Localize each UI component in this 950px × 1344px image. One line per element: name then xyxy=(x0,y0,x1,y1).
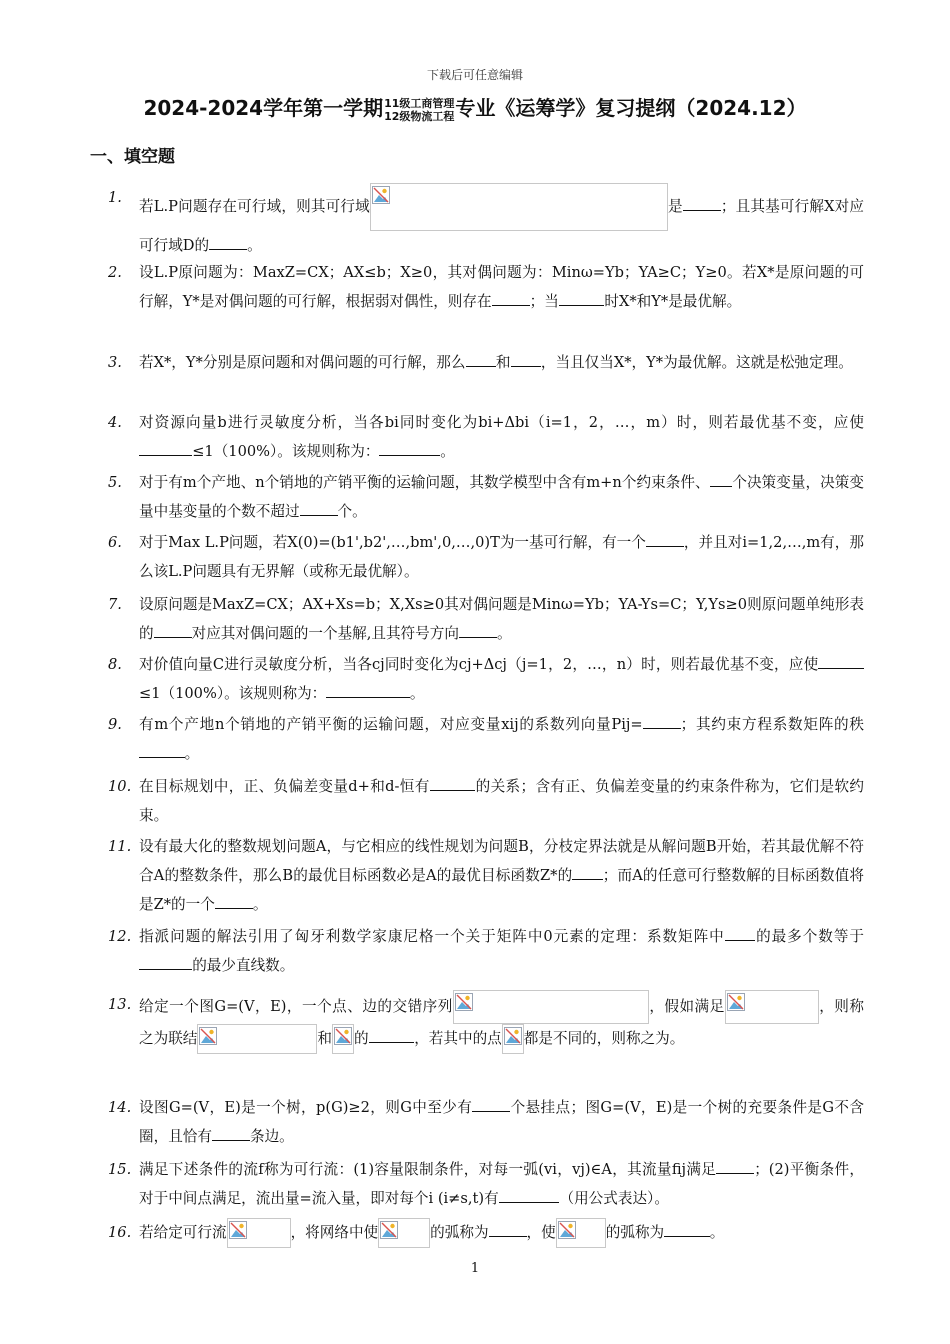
title-prefix: 2024-2024学年第一学期 xyxy=(143,96,384,120)
answer-blank xyxy=(710,470,733,487)
answer-blank xyxy=(499,1186,560,1203)
question-text: 设图G=(V，E)是一个树，p(G)≥2，则G中至少有 个悬挂点；图G=(V，E)是一个树的充要条件是G不含圈，且恰有 条边。 xyxy=(139,1093,864,1151)
question-number: 3. xyxy=(108,354,122,371)
question-text: 设原问题是MaxZ=CX；AX+Xs=b；X,Xs≥0其对偶问题是Minω=Yb；YA-Ys=C；Y,Ys≥0则原问题单纯形表的 对应其对偶问题的一个基解,且其符号方向 。 xyxy=(139,596,864,642)
answer-blank xyxy=(215,892,253,909)
question-number: 9. xyxy=(108,716,122,733)
question-number: 8. xyxy=(108,656,122,673)
question-number: 1. xyxy=(108,189,122,206)
question-text: 给定一个图G=(V，E)，一个点、边的交错序列 ，假如满足 ，则称之为联结 和 的 ，若其中的点 都是不同的，则称之为。 xyxy=(139,990,864,1054)
missing-image-placeholder xyxy=(227,1218,291,1248)
question-number: 11. xyxy=(108,838,132,855)
answer-blank xyxy=(492,289,530,306)
question-number: 13. xyxy=(108,996,132,1013)
missing-image-placeholder xyxy=(502,1024,524,1054)
answer-blank xyxy=(139,741,185,758)
page-number: 1 xyxy=(470,1261,480,1276)
question-item xyxy=(108,772,864,830)
question-item xyxy=(108,528,864,586)
question-text: 设有最大化的整数规划问题A，与它相应的线性规划为问题B，分枝定界法就是从解问题B开始，若其最优解不符合A的整数条件，那么B的最优目标函数必是A的最优目标函数Z*的 ；而A的任意可行整数解的目标函数值将是Z*的一个 。 xyxy=(139,838,864,913)
answer-blank xyxy=(300,499,338,516)
title-suffix: 专业《运筹学》复习提纲（2024.12） xyxy=(455,96,807,120)
question-item xyxy=(108,832,864,919)
answer-blank xyxy=(489,1220,527,1237)
broken-image-icon xyxy=(558,1220,576,1238)
answer-blank xyxy=(664,1220,710,1237)
missing-image-placeholder xyxy=(332,1024,354,1054)
download-note: 下载后可任意编辑 xyxy=(426,68,523,82)
answer-blank xyxy=(818,652,864,669)
question-item xyxy=(108,650,864,708)
question-number: 14. xyxy=(108,1099,132,1116)
answer-blank xyxy=(643,712,681,729)
question-item xyxy=(108,183,864,260)
question-number: 4. xyxy=(108,414,122,431)
title-major-1: 11级工商管理 xyxy=(384,96,455,110)
missing-image-placeholder xyxy=(370,183,668,231)
broken-image-icon xyxy=(455,992,473,1010)
broken-image-icon xyxy=(727,992,745,1010)
question-text: 对于Max L.P问题，若X(0)=(b1',b2',…,bm',0,…,0)T为一基可行解，有一个 ，并且对i=1,2,…,m有，那么该L.P问题具有无界解（或称无最优解）。 xyxy=(139,528,864,586)
broken-image-icon xyxy=(229,1220,247,1238)
question-item xyxy=(108,922,864,980)
answer-blank xyxy=(212,1124,250,1141)
question-item xyxy=(108,710,864,768)
missing-image-placeholder xyxy=(556,1218,606,1248)
question-text: 满足下述条件的流f称为可行流：(1)容量限制条件，对每一弧(vi，vj)∈A，其流量fij满足 ；(2)平衡条件，对于中间点满足，流出量=流入量，即对每个i (i≠s,t)有 （用公式表达）。 xyxy=(139,1155,864,1213)
question-item xyxy=(108,468,864,526)
broken-image-icon xyxy=(504,1026,522,1044)
missing-image-placeholder xyxy=(725,990,819,1024)
answer-blank xyxy=(154,621,192,638)
answer-blank xyxy=(209,233,247,250)
question-item xyxy=(108,408,864,466)
question-item xyxy=(108,1155,864,1213)
answer-blank xyxy=(572,863,602,880)
answer-blank xyxy=(139,953,192,970)
question-item xyxy=(108,258,864,316)
missing-image-placeholder xyxy=(197,1024,317,1054)
question-number: 16. xyxy=(108,1224,132,1241)
question-number: 7. xyxy=(108,596,122,613)
question-number: 2. xyxy=(108,264,122,281)
answer-blank xyxy=(725,924,755,941)
question-text: 对价值向量C进行灵敏度分析，当各cj同时变化为cj+Δcj（j=1，2，…，n）时，则若最优基不变，应使≤1（100%）。该规则称为： 。 xyxy=(139,650,864,708)
question-text: 若X*，Y*分别是原问题和对偶问题的可行解，那么 和 ，当且仅当X*，Y*为最优解。这就是松弛定理。 xyxy=(139,348,864,377)
answer-blank xyxy=(139,439,192,456)
document-title xyxy=(0,93,950,123)
answer-blank xyxy=(683,194,721,211)
question-text: 对资源向量b进行灵敏度分析，当各bi同时变化为bi+Δbi（i=1，2，…，m）时，则若最优基不变，应使≤1（100%）。该规则称为： 。 xyxy=(139,414,864,460)
question-number: 5. xyxy=(108,474,122,491)
answer-blank xyxy=(379,439,440,456)
question-item xyxy=(108,348,864,377)
answer-blank xyxy=(326,681,410,698)
answer-blank xyxy=(716,1157,754,1174)
question-text: 对于有m个产地、n个销地的产销平衡的运输问题，其数学模型中含有m+n个约束条件、 个决策变量，决策变量中基变量的个数不超过 个。 xyxy=(139,468,864,526)
answer-blank xyxy=(466,350,496,367)
answer-blank xyxy=(559,289,605,306)
question-number: 10. xyxy=(108,778,132,795)
question-number: 6. xyxy=(108,534,122,551)
question-item xyxy=(108,990,864,1054)
broken-image-icon xyxy=(372,185,390,203)
title-majors xyxy=(384,97,454,123)
section-heading: 一、填空题 xyxy=(90,147,175,167)
broken-image-icon xyxy=(380,1220,398,1238)
question-item xyxy=(108,1218,864,1248)
answer-blank xyxy=(369,1026,415,1043)
question-text: 在目标规划中，正、负偏差变量d+和d-恒有 的关系；含有正、负偏差变量的约束条件称为，它们是软约束。 xyxy=(139,772,864,830)
broken-image-icon xyxy=(199,1026,217,1044)
answer-blank xyxy=(472,1095,510,1112)
question-text: 指派问题的解法引用了匈牙利数学家康尼格一个关于矩阵中0元素的定理：系数矩阵中 的最多个数等于的最少直线数。 xyxy=(139,922,864,980)
question-text: 设L.P原问题为：MaxZ=CX；AX≤b；X≥0，其对偶问题为：Minω=Yb；YA≥C；Y≥0。若X*是原问题的可行解，Y*是对偶问题的可行解，根据弱对偶性，则存在 ；当 时X*和Y*是最优解。 xyxy=(139,264,864,310)
missing-image-placeholder xyxy=(378,1218,430,1248)
answer-blank xyxy=(459,621,497,638)
missing-image-placeholder xyxy=(453,990,649,1024)
question-text: 若L.P问题存在可行域，则其可行域 是 ；且其基可行解X对应可行域D的 。 xyxy=(139,183,864,260)
question-item xyxy=(108,590,864,648)
question-number: 15. xyxy=(108,1161,132,1178)
question-number: 12. xyxy=(108,928,132,945)
answer-blank xyxy=(430,774,476,791)
broken-image-icon xyxy=(334,1026,352,1044)
answer-blank xyxy=(646,530,684,547)
question-text: 若给定可行流 ，将网络中使 的弧称为 ，使 的弧称为 。 xyxy=(139,1218,864,1248)
question-text: 有m个产地n个销地的产销平衡的运输问题，对应变量xij的系数列向量Pij= ；其约束方程系数矩阵的秩。 xyxy=(139,710,864,768)
title-major-2: 12级物流工程 xyxy=(384,109,455,123)
answer-blank xyxy=(511,350,541,367)
question-item xyxy=(108,1093,864,1151)
